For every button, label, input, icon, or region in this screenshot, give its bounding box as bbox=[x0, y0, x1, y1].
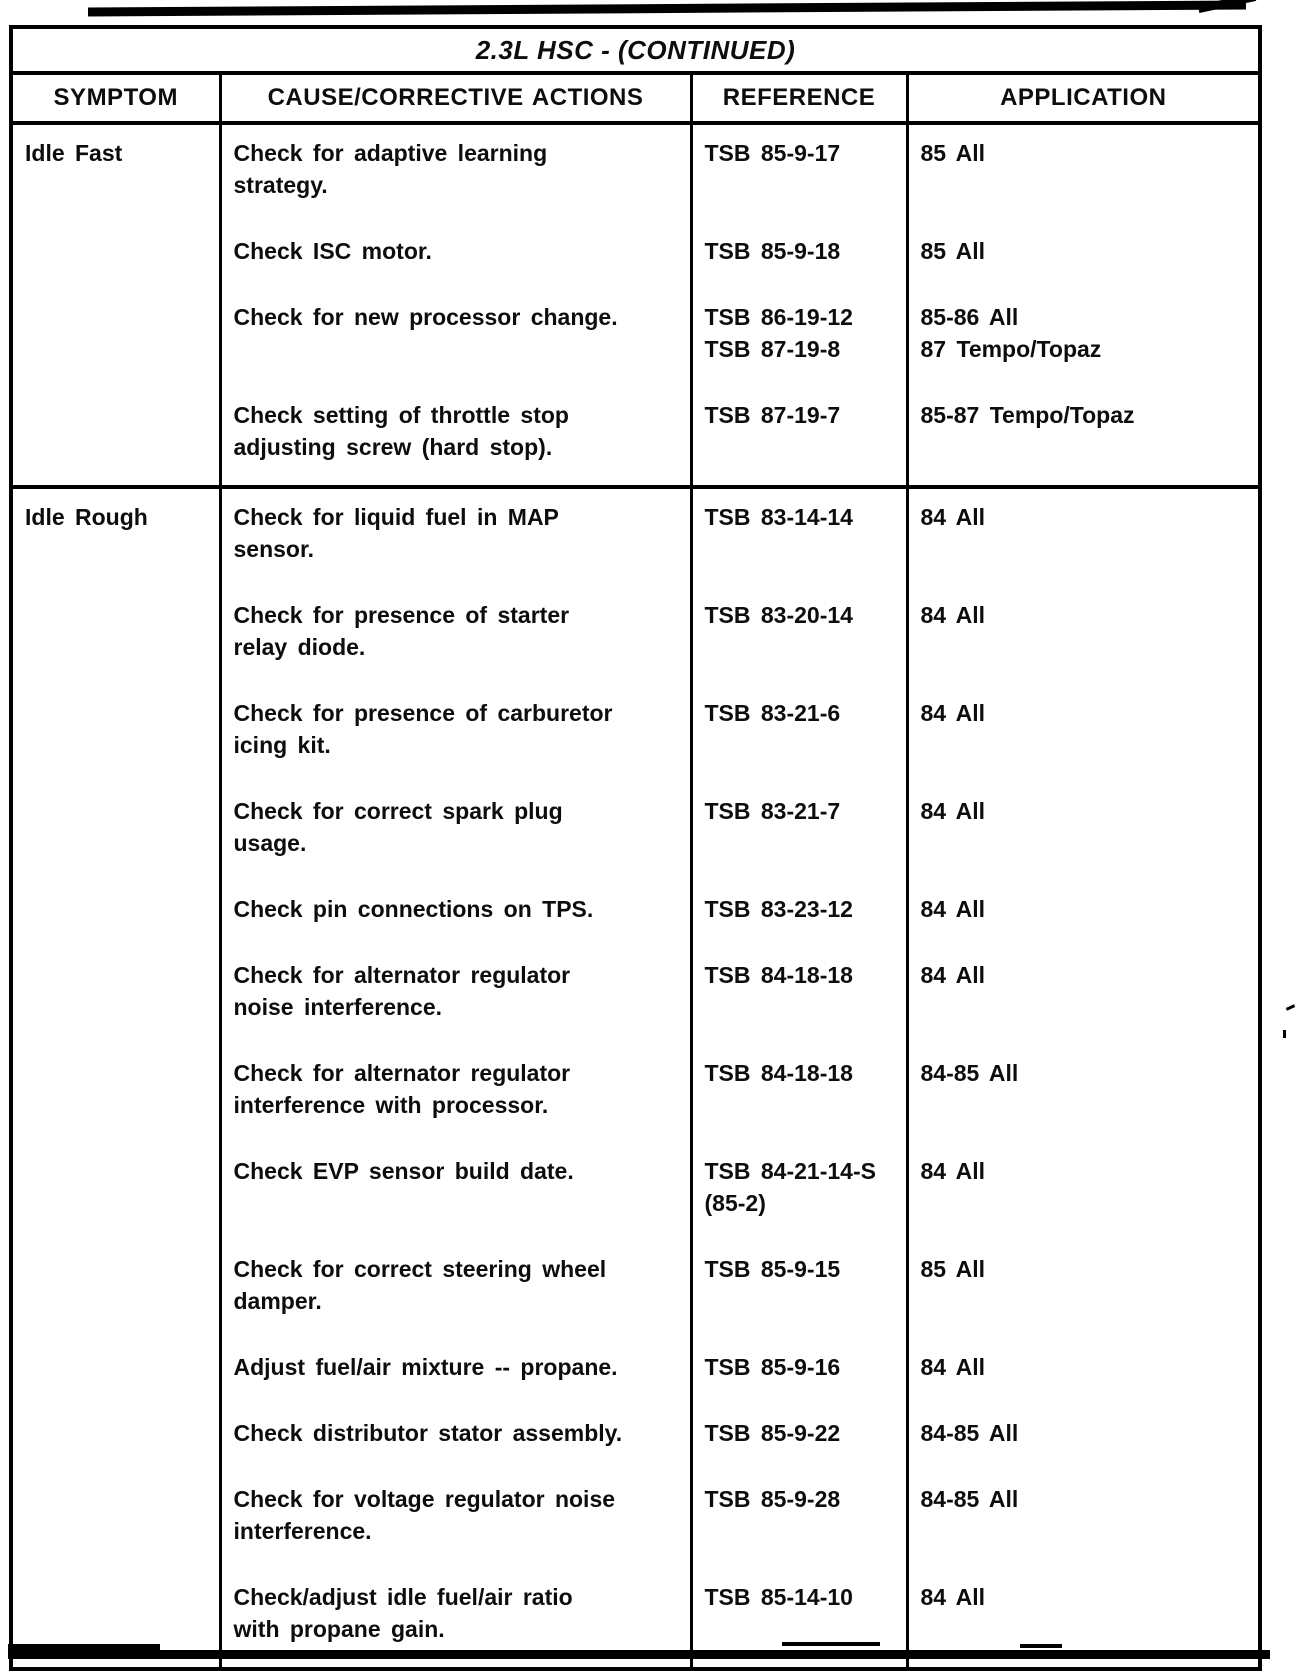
text-line: interference. bbox=[233, 1518, 372, 1544]
reference-cell bbox=[691, 487, 907, 599]
text-line: (85-2) bbox=[704, 1190, 766, 1216]
reference-cell bbox=[691, 1581, 907, 1669]
text-line: noise interference. bbox=[233, 994, 443, 1020]
reference-cell bbox=[691, 1483, 907, 1581]
reference-cell bbox=[691, 1057, 907, 1155]
application-cell bbox=[907, 795, 1260, 893]
reference-cell bbox=[691, 399, 907, 487]
text-line: sensor. bbox=[233, 536, 315, 562]
application-cell bbox=[907, 697, 1260, 795]
reference-cell bbox=[691, 697, 907, 795]
text-line: TSB 85-9-28 bbox=[704, 1486, 841, 1512]
cause-cell bbox=[220, 1581, 691, 1669]
text-line: damper. bbox=[233, 1288, 322, 1314]
text-line: 84 All bbox=[920, 602, 986, 628]
reference-cell bbox=[691, 959, 907, 1057]
text-line: TSB 87-19-7 bbox=[704, 402, 841, 428]
text-line: TSB 85-9-22 bbox=[704, 1420, 841, 1446]
text-line: Check EVP sensor build date. bbox=[233, 1158, 574, 1184]
cause-cell bbox=[220, 599, 691, 697]
application-cell bbox=[907, 123, 1260, 235]
text-line: Idle Rough bbox=[25, 504, 148, 530]
scan-artifact-right-speck bbox=[1286, 1004, 1295, 1011]
text-line: 84-85 All bbox=[920, 1486, 1019, 1512]
text-line: interference with processor. bbox=[233, 1092, 549, 1118]
table-row bbox=[11, 487, 1260, 599]
text-line: 85 All bbox=[920, 140, 986, 166]
text-line: adjusting screw (hard stop). bbox=[233, 434, 553, 460]
reference-cell bbox=[691, 1155, 907, 1253]
table-title-row bbox=[11, 27, 1260, 73]
text-line: Adjust fuel/air mixture -- propane. bbox=[233, 1354, 618, 1380]
text-line: Check for alternator regulator bbox=[233, 962, 571, 988]
reference-cell bbox=[691, 795, 907, 893]
application-cell bbox=[907, 1351, 1260, 1417]
text-line: Check for adaptive learning bbox=[233, 140, 548, 166]
text-line: 84 All bbox=[920, 962, 986, 988]
cause-cell bbox=[220, 893, 691, 959]
text-line: TSB 83-20-14 bbox=[704, 602, 853, 628]
reference-cell bbox=[691, 301, 907, 399]
application-cell bbox=[907, 399, 1260, 487]
application-cell bbox=[907, 893, 1260, 959]
text-line: TSB 85-9-16 bbox=[704, 1354, 841, 1380]
cause-cell bbox=[220, 1483, 691, 1581]
symptom-cell bbox=[11, 123, 220, 487]
text-line: strategy. bbox=[233, 172, 328, 198]
cause-cell bbox=[220, 1417, 691, 1483]
text-line: Check for new processor change. bbox=[233, 304, 618, 330]
application-cell bbox=[907, 1057, 1260, 1155]
application-cell bbox=[907, 1253, 1260, 1351]
column-header-symptom: SYMPTOM bbox=[11, 73, 220, 123]
reference-cell bbox=[691, 123, 907, 235]
cause-cell bbox=[220, 235, 691, 301]
text-line: Check for presence of carburetor bbox=[233, 700, 613, 726]
cause-cell bbox=[220, 959, 691, 1057]
application-cell bbox=[907, 1483, 1260, 1581]
reference-cell bbox=[691, 235, 907, 301]
text-line: 84-85 All bbox=[920, 1420, 1019, 1446]
text-line: TSB 83-23-12 bbox=[704, 896, 853, 922]
text-line: Check for presence of starter bbox=[233, 602, 570, 628]
cause-cell bbox=[220, 301, 691, 399]
cause-cell bbox=[220, 795, 691, 893]
application-cell bbox=[907, 1155, 1260, 1253]
page-top-rule bbox=[88, 0, 1246, 16]
cause-cell bbox=[220, 1155, 691, 1253]
text-line: icing kit. bbox=[233, 732, 331, 758]
cause-cell bbox=[220, 697, 691, 795]
text-line: 84 All bbox=[920, 1158, 986, 1184]
text-line: 85-87 Tempo/Topaz bbox=[920, 402, 1135, 428]
application-cell bbox=[907, 301, 1260, 399]
text-line: TSB 83-21-6 bbox=[704, 700, 841, 726]
application-cell bbox=[907, 487, 1260, 599]
text-line: TSB 85-9-18 bbox=[704, 238, 841, 264]
text-line: TSB 84-18-18 bbox=[704, 962, 853, 988]
table-header-row bbox=[11, 73, 1260, 123]
text-line: Check for correct steering wheel bbox=[233, 1256, 607, 1282]
text-line: TSB 87-19-8 bbox=[704, 336, 841, 362]
application-cell bbox=[907, 235, 1260, 301]
text-line: 85-86 All bbox=[920, 304, 1019, 330]
text-line: Check/adjust idle fuel/air ratio bbox=[233, 1584, 573, 1610]
text-line: TSB 85-9-17 bbox=[704, 140, 841, 166]
text-line: 84 All bbox=[920, 700, 986, 726]
application-cell bbox=[907, 959, 1260, 1057]
text-line: Check for voltage regulator noise bbox=[233, 1486, 616, 1512]
text-line: TSB 84-18-18 bbox=[704, 1060, 853, 1086]
cause-cell bbox=[220, 1253, 691, 1351]
text-line: 84 All bbox=[920, 1354, 986, 1380]
reference-cell bbox=[691, 1351, 907, 1417]
text-line: Check setting of throttle stop bbox=[233, 402, 569, 428]
text-line: Check distributor stator assembly. bbox=[233, 1420, 623, 1446]
text-line: 84-85 All bbox=[920, 1060, 1019, 1086]
text-line: usage. bbox=[233, 830, 307, 856]
symptom-cell bbox=[11, 487, 220, 1669]
text-line: with propane gain. bbox=[233, 1616, 445, 1642]
column-header-application: APPLICATION bbox=[907, 73, 1260, 123]
tsb-table bbox=[9, 25, 1262, 1671]
text-line: TSB 85-9-15 bbox=[704, 1256, 841, 1282]
text-line: 85 All bbox=[920, 238, 986, 264]
column-header-cause-corrective-actions: CAUSE/CORRECTIVE ACTIONS bbox=[220, 73, 691, 123]
reference-cell bbox=[691, 893, 907, 959]
table-row bbox=[11, 123, 1260, 235]
cause-cell bbox=[220, 487, 691, 599]
text-line: TSB 85-14-10 bbox=[704, 1584, 853, 1610]
text-line: Check for alternator regulator bbox=[233, 1060, 571, 1086]
application-cell bbox=[907, 1417, 1260, 1483]
text-line: TSB 86-19-12 bbox=[704, 304, 853, 330]
text-line: TSB 83-14-14 bbox=[704, 504, 853, 530]
application-cell bbox=[907, 1581, 1260, 1669]
reference-cell bbox=[691, 1417, 907, 1483]
cause-cell bbox=[220, 1057, 691, 1155]
text-line: 84 All bbox=[920, 1584, 986, 1610]
text-line: Check for correct spark plug bbox=[233, 798, 563, 824]
column-header-reference: REFERENCE bbox=[691, 73, 907, 123]
text-line: relay diode. bbox=[233, 634, 366, 660]
tsb-diagnostic-table bbox=[9, 25, 1258, 1671]
table-body bbox=[11, 123, 1260, 1669]
text-line: TSB 83-21-7 bbox=[704, 798, 841, 824]
text-line: Check pin connections on TPS. bbox=[233, 896, 594, 922]
text-line: 84 All bbox=[920, 798, 986, 824]
application-cell bbox=[907, 599, 1260, 697]
scan-artifact-right-speck bbox=[1283, 1030, 1286, 1038]
cause-cell bbox=[220, 123, 691, 235]
text-line: Check for liquid fuel in MAP bbox=[233, 504, 559, 530]
cause-cell bbox=[220, 1351, 691, 1417]
text-line: 84 All bbox=[920, 504, 986, 530]
reference-cell bbox=[691, 1253, 907, 1351]
text-line: TSB 84-21-14-S bbox=[704, 1158, 876, 1184]
table-title: 2.3L HSC - (CONTINUED) bbox=[11, 27, 1260, 73]
text-line: 84 All bbox=[920, 896, 986, 922]
cause-cell bbox=[220, 399, 691, 487]
text-line: 87 Tempo/Topaz bbox=[920, 336, 1102, 362]
text-line: 85 All bbox=[920, 1256, 986, 1282]
text-line: Idle Fast bbox=[25, 140, 123, 166]
reference-cell bbox=[691, 599, 907, 697]
text-line: Check ISC motor. bbox=[233, 238, 432, 264]
